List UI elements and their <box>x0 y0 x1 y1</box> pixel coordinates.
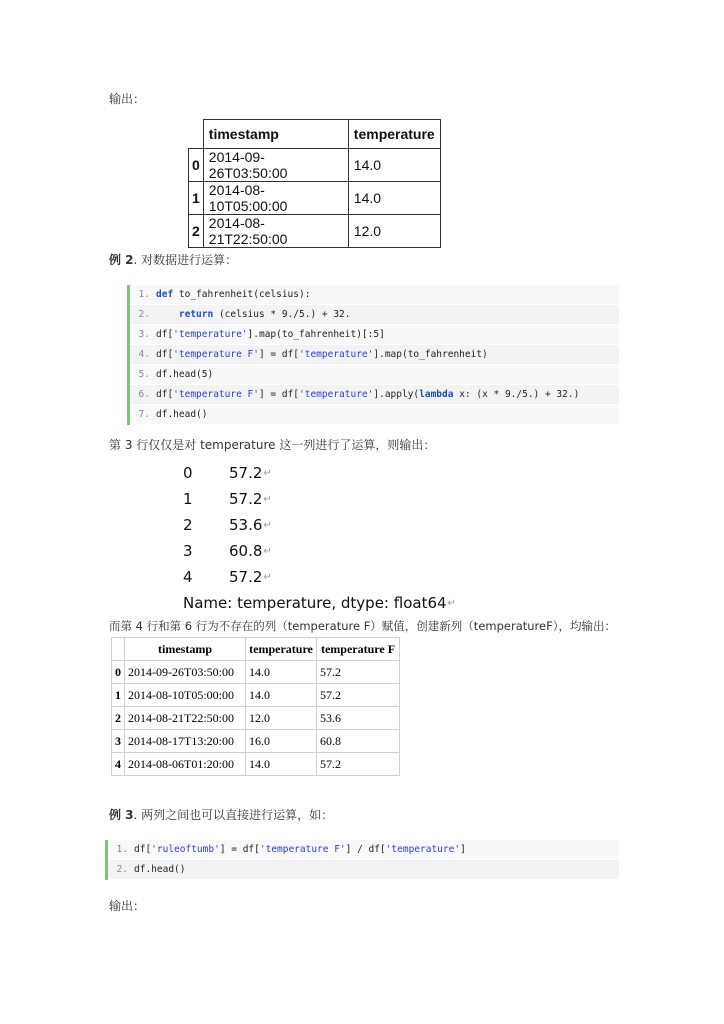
series-output <box>183 460 456 616</box>
table-cell: 2014-09-26T03:50:00 <box>203 149 348 182</box>
table-header-row <box>112 638 400 661</box>
table-header-cell: timestamp <box>203 120 348 149</box>
table-cell: 0 <box>189 149 204 182</box>
output-label-2: 输出： <box>109 899 146 913</box>
code-line <box>108 840 619 860</box>
paragraph-line-4-6: 而第 4 行和第 6 行为不存在的列（temperature F）赋值，创建新列（temperatureF），均输出： <box>109 619 616 633</box>
line-number: 5. <box>138 369 150 380</box>
series-row: 4 57.2 ↵ <box>183 568 272 586</box>
code-line <box>130 385 619 405</box>
code-line <box>130 305 619 325</box>
output-table-2 <box>111 637 400 776</box>
code-line <box>108 860 619 880</box>
table-cell: 14.0 <box>348 182 440 215</box>
table-cell: 1 <box>189 182 204 215</box>
paragraph-line-3: 第 3 行仅仅是对 temperature 这一列进行了运算，则输出： <box>109 438 436 452</box>
example-3-label: 例 3 <box>109 808 134 822</box>
table-cell: 2014-08-10T05:00:00 <box>203 182 348 215</box>
table-header-cell <box>112 638 125 661</box>
series-footer: Name: temperature, dtype: float64 ↵ <box>183 594 456 612</box>
code-text: df.head() <box>134 864 186 875</box>
table-header-row <box>189 120 441 149</box>
code-text: df['temperature'].map(to_fahrenheit)[:5] <box>156 329 385 340</box>
example-2-label: 例 2 <box>109 253 134 267</box>
series-row: 0 57.2 ↵ <box>183 464 272 482</box>
table-cell: 14.0 <box>348 149 440 182</box>
table-header-cell <box>189 120 204 149</box>
table-cell: 2014-08-21T22:50:00 <box>203 215 348 248</box>
table-header-cell: temperature F <box>317 638 400 661</box>
line-number: 2. <box>116 864 128 875</box>
table-cell: 12.0 <box>348 215 440 248</box>
code-text: df['ruleoftumb'] = df['temperature F'] / df['temperature'] <box>134 844 466 855</box>
code-line <box>130 285 619 305</box>
line-number: 7. <box>138 409 150 420</box>
table-header-cell: temperature <box>246 638 317 661</box>
line-number: 6. <box>138 389 150 400</box>
output-label-1: 输出： <box>109 92 146 106</box>
code-text: return (celsius * 9./5.) + 32. <box>178 309 351 320</box>
code-text: df['temperature F'] = df['temperature'].apply(lambda x: (x * 9./5.) + 32.) <box>156 389 580 400</box>
line-number: 4. <box>138 349 150 360</box>
code-line <box>130 345 619 365</box>
code-text: df.head() <box>156 409 208 420</box>
example-2-heading <box>109 251 237 268</box>
code-text: df['temperature F'] = df['temperature'].map(to_fahrenheit) <box>156 349 488 360</box>
line-number: 1. <box>138 289 150 300</box>
code-line <box>130 325 619 345</box>
table-row <box>189 215 441 248</box>
output-table-1 <box>188 119 441 248</box>
code-text: df.head(5) <box>156 369 214 380</box>
series-row: 1 57.2 ↵ <box>183 490 272 508</box>
table-header-cell: temperature <box>348 120 440 149</box>
code-block-2 <box>105 840 619 880</box>
example-3-heading <box>109 806 333 823</box>
table-row: 0 2014-09-26T03:50:00 14.0 57.2 <box>112 661 400 684</box>
series-row: 3 60.8 ↵ <box>183 542 272 560</box>
line-number: 3. <box>138 329 150 340</box>
example-2-text: . 对数据进行运算： <box>133 253 238 267</box>
table-row: 1 2014-08-10T05:00:00 14.0 57.2 <box>112 684 400 707</box>
line-number: 1. <box>116 844 128 855</box>
series-row: 2 53.6 ↵ <box>183 516 272 534</box>
code-block-1 <box>127 285 619 425</box>
table-row: 2 2014-08-21T22:50:00 12.0 53.6 <box>112 707 400 730</box>
line-number: 2. <box>138 309 150 320</box>
table-cell: 2 <box>189 215 204 248</box>
example-3-text: . 两列之间也可以直接进行运算，如： <box>133 808 334 822</box>
table-row <box>189 182 441 215</box>
table-row: 4 2014-08-06T01:20:00 14.0 57.2 <box>112 753 400 776</box>
code-line <box>130 405 619 425</box>
table-row <box>189 149 441 182</box>
code-text: def to_fahrenheit(celsius): <box>156 289 311 300</box>
table-header-cell: timestamp <box>125 638 246 661</box>
table-row: 3 2014-08-17T13:20:00 16.0 60.8 <box>112 730 400 753</box>
code-line <box>130 365 619 385</box>
